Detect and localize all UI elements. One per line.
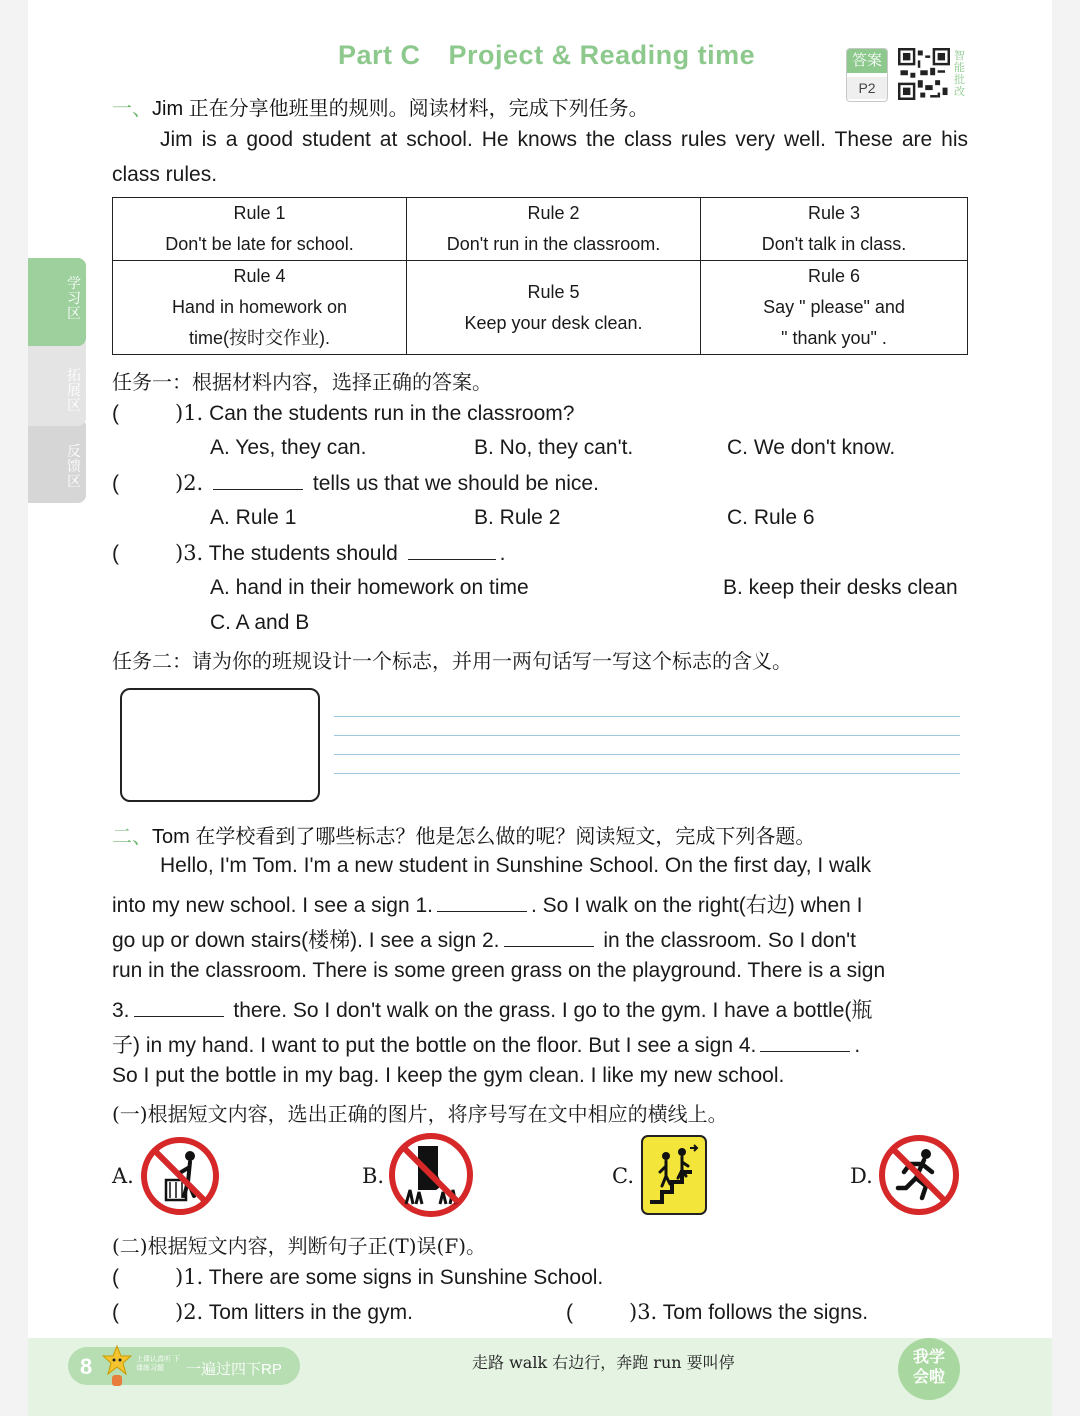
no-littering-icon[interactable] [140,1136,220,1216]
section1-heading [112,92,649,121]
question-text: The students should [208,542,398,565]
passage-line [112,889,862,919]
option-b[interactable]: B. Rule 2 [474,506,561,529]
footer-badge [898,1338,960,1400]
rule-text: Hand in homework on [171,297,348,317]
answer-badge[interactable] [846,48,888,102]
section1-heading-text: Jim 正在分享他班里的规则。阅读材料，完成下列任务。 [152,98,649,120]
passage-text: go up or down stairs(楼梯). I see a sign 2. [112,929,500,952]
statement-text: There are some signs in Sunshine School. [208,1266,604,1289]
tf-statement-2 [112,1300,413,1325]
part-label: Part C [338,40,421,70]
writing-line[interactable] [334,754,960,755]
picture-option-d-letter: D. [850,1164,873,1188]
question-text: tells us that we should be nice. [312,472,599,495]
answer-paren[interactable]: ( [112,472,119,495]
option-a[interactable]: A. Yes, they can. [210,436,367,459]
answer-paren[interactable]: ( [112,1266,119,1289]
passage-text: in the classroom. So I don't [603,929,856,952]
section1-number: 一、 [112,98,152,120]
passage-text: . So I walk on the right(右边) when I [531,894,863,917]
rule-text: Don't talk in class. [761,234,907,254]
option-a[interactable]: A. hand in their homework on time [210,576,529,599]
rule-text: time(按时交作业). [189,328,330,348]
side-tab-feedback-label: 反馈区 [67,443,81,489]
workbook-page [28,0,1052,1416]
passage-line [112,994,872,1024]
answer-paren[interactable]: ( [112,542,119,565]
passage-line: Hello, I'm Tom. I'm a new student in Sunshine School. On the first day, I walk [160,854,872,877]
rule-text: Don't run in the classroom. [446,234,661,254]
answer-paren[interactable]: ( [112,1301,119,1324]
passage-line: run in the classroom. There is some green grass on the playground. There is a sign [112,959,886,982]
footer-tip: 走路 walk 右边行，奔跑 run 要叫停 [472,1353,735,1372]
option-c[interactable]: C. Rule 6 [727,506,815,529]
sign-design-box[interactable] [120,688,320,802]
part2-heading: (二)根据短文内容，判断句子正(T)误(F)。 [112,1234,487,1258]
writing-line[interactable] [334,773,960,774]
rule-title: Rule 3 [807,203,861,223]
rule-title: Rule 2 [527,203,580,223]
option-b[interactable]: B. keep their desks clean [723,576,958,599]
rule-cell [407,198,701,261]
section2-number: 二、 [112,826,152,848]
option-b[interactable]: B. No, they can't. [474,436,634,459]
passage-text: . [854,1034,861,1057]
side-tab-study-label: 学习区 [67,275,81,321]
writing-line[interactable] [334,716,960,717]
rule-text: Say " please" and [763,297,905,317]
passage-line: So I put the bottle in my bag. I keep the gym clean. I like my new school. [112,1064,785,1087]
task2-heading: 任务二：请为你的班规设计一个标志，并用一两句话写一写这个标志的含义。 [112,649,792,673]
rule-text: Don't be late for school. [165,234,354,254]
section2-heading-text: Tom 在学校看到了哪些标志？他是怎么做的呢？阅读短文，完成下列各题。 [152,826,816,848]
passage-text: 子) in my hand. I want to put the bottle on the floor. But I see a sign 4. [112,1034,757,1057]
answer-blank[interactable] [134,998,224,1017]
rule-title: Rule 4 [233,266,286,286]
question-number: )1. [175,1265,204,1289]
statement-text: Tom litters in the gym. [208,1301,413,1324]
side-tabs [28,258,88,503]
question-2 [112,471,599,496]
question-number: )2. [175,471,204,495]
answer-blank[interactable] [437,893,527,912]
section2-heading [112,820,815,849]
part-title [338,40,755,71]
part-subtitle: Project & Reading time [448,40,756,70]
rule-cell [701,198,968,261]
option-c[interactable]: C. We don't know. [727,436,896,459]
footer-badge-text: 我学会啦 [912,1349,945,1386]
answer-blank[interactable] [213,471,303,490]
answer-blank[interactable] [760,1033,850,1052]
option-c[interactable]: C. A and B [210,611,310,634]
part1-heading: (一)根据短文内容，选出正确的图片，将序号写在文中相应的横线上。 [112,1102,728,1126]
writing-line[interactable] [334,735,960,736]
mascot-icon [102,1344,132,1388]
question-number: )2. [175,1300,204,1324]
passage-text: there. So I don't walk on the grass. I go to the gym. I have a bottle(瓶 [233,999,873,1022]
rule-cell [407,261,701,355]
no-stepping-on-grass-icon[interactable] [388,1132,474,1218]
answer-blank[interactable] [504,928,594,947]
footer-brand: 一遍过四下RP [186,1361,282,1378]
rule-text: Keep your desk clean. [464,312,643,333]
answer-badge-label: 答案 [847,49,887,73]
tf-statement-3 [566,1300,868,1325]
rule-title: Rule 6 [807,266,861,286]
answer-paren[interactable]: ( [112,402,119,425]
passage-text: into my new school. I see a sign 1. [112,894,433,917]
picture-option-c-letter: C. [612,1164,634,1188]
question-text: Can the students run in the classroom? [209,402,575,425]
picture-option-b-letter: B. [362,1164,385,1188]
footer-small-text: 上课认真听 下课练习题 [136,1356,180,1372]
page-number: 8 [80,1354,93,1379]
answer-blank[interactable] [408,541,496,560]
tf-statement-1 [112,1265,603,1290]
picture-option-a-letter: A. [112,1164,134,1188]
question-number: )1. [175,401,204,425]
passage-line [112,1029,860,1059]
rules-table [112,197,968,355]
rule-title: Rule 5 [527,281,580,302]
no-running-icon[interactable] [878,1134,960,1216]
statement-text: Tom follows the signs. [662,1301,869,1324]
qr-side-text: 智能批改 [954,50,965,98]
section1-passage: Jim is a good student at school. He knows the class rules very well. These are his class rules. [112,128,968,186]
question-number: )3. [175,541,204,565]
task1-heading: 任务一：根据材料内容，选择正确的答案。 [112,370,492,394]
rule-cell [113,198,407,261]
answer-page: P2 [847,77,887,99]
option-a[interactable]: A. Rule 1 [210,506,297,529]
passage-text: 3. [112,999,130,1022]
rule-cell [113,261,407,355]
walk-on-right-stairs-icon[interactable] [640,1134,708,1216]
rule-text: " thank you" . [781,328,887,348]
side-tab-extend-label: 拓展区 [67,367,81,413]
question-1 [112,401,574,426]
qr-code-icon[interactable] [898,48,950,100]
rule-cell [701,261,968,355]
question-number: )3. [629,1300,658,1324]
answer-paren[interactable]: ( [566,1301,573,1324]
question-3: ( )3. The students should . [112,541,506,565]
rule-title: Rule 1 [233,203,286,223]
passage-line [112,924,856,954]
